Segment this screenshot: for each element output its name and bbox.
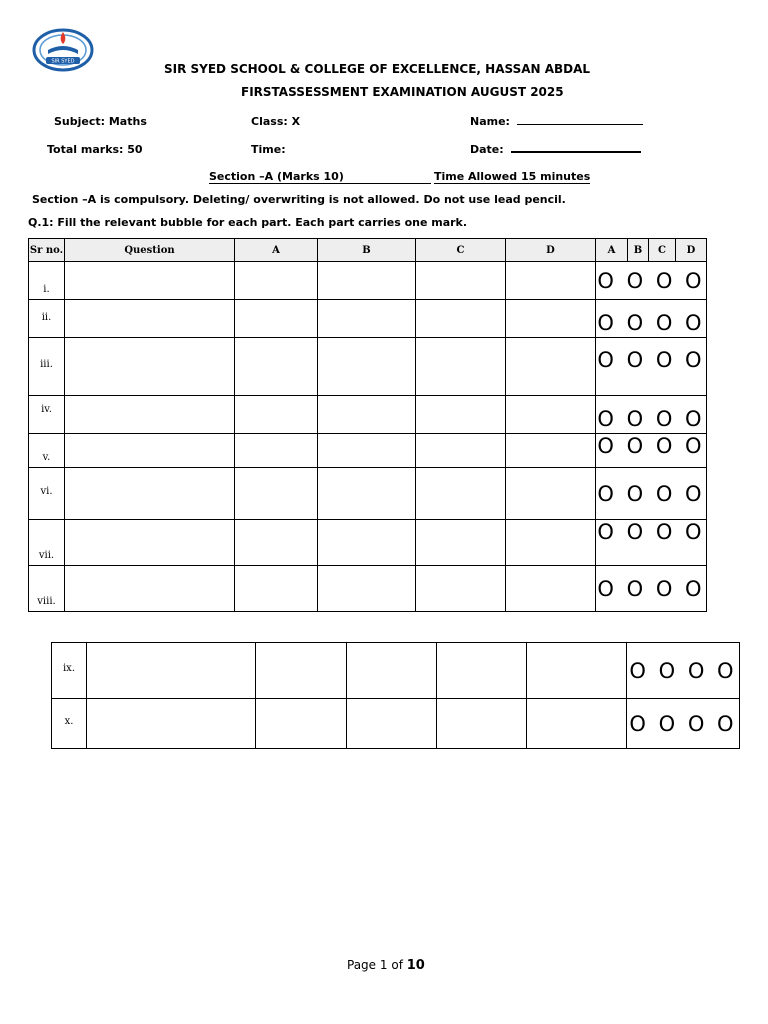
option-a-cell[interactable] (235, 396, 318, 434)
option-a-cell[interactable] (235, 262, 318, 300)
date-line (511, 151, 641, 153)
svg-text:SIR SYED: SIR SYED (51, 58, 75, 65)
page-number (347, 958, 425, 973)
page-current: 1 (379, 958, 388, 972)
option-c-cell[interactable] (416, 300, 506, 338)
answer-bubbles[interactable]: O O O O (596, 434, 707, 468)
row-number: x. (52, 699, 87, 749)
answer-bubbles[interactable]: O O O O (596, 262, 707, 300)
answer-bubbles[interactable]: O O O O (596, 520, 707, 566)
option-b-cell[interactable] (318, 434, 416, 468)
name-line (517, 124, 643, 125)
answer-table (28, 238, 707, 612)
option-b-cell[interactable] (318, 396, 416, 434)
time-allowed: Time Allowed 15 minutes (434, 170, 591, 183)
row-number: iii. (29, 338, 65, 396)
row-number: ix. (52, 643, 87, 699)
col-c: C (416, 239, 506, 262)
option-b-cell[interactable] (318, 520, 416, 566)
page-label: Page (347, 958, 377, 972)
option-d-cell[interactable] (506, 468, 596, 520)
option-d-cell[interactable] (506, 338, 596, 396)
question-cell[interactable] (65, 566, 235, 612)
option-b-cell[interactable] (318, 338, 416, 396)
option-d-cell[interactable] (506, 396, 596, 434)
question-cell[interactable] (65, 434, 235, 468)
section-title: Section –A (Marks 10) (209, 170, 431, 184)
option-b-cell[interactable] (318, 300, 416, 338)
option-d-cell[interactable] (506, 520, 596, 566)
option-a-cell[interactable] (235, 468, 318, 520)
table-row (29, 338, 707, 396)
question-cell[interactable] (87, 643, 256, 699)
option-d-cell[interactable] (527, 699, 627, 749)
question-cell[interactable] (65, 300, 235, 338)
question-cell[interactable] (65, 520, 235, 566)
table-row (29, 468, 707, 520)
answer-bubbles[interactable]: O O O O (596, 468, 707, 520)
option-d-cell[interactable] (506, 566, 596, 612)
option-c-cell[interactable] (416, 338, 506, 396)
question-cell[interactable] (65, 338, 235, 396)
bubble-col-c: C (649, 239, 676, 262)
option-a-cell[interactable] (235, 300, 318, 338)
option-a-cell[interactable] (256, 699, 347, 749)
answer-bubbles[interactable]: O O O O (596, 300, 707, 338)
option-d-cell[interactable] (506, 434, 596, 468)
subject-label: Subject: Maths (54, 115, 147, 128)
option-a-cell[interactable] (256, 643, 347, 699)
option-c-cell[interactable] (416, 468, 506, 520)
name-field[interactable] (470, 115, 643, 128)
school-logo (32, 28, 94, 72)
option-c-cell[interactable] (416, 434, 506, 468)
answer-table-continued (51, 642, 740, 749)
option-b-cell[interactable] (347, 699, 437, 749)
option-d-cell[interactable] (506, 262, 596, 300)
time-label: Time: (251, 143, 286, 156)
option-b-cell[interactable] (347, 643, 437, 699)
school-name: SIR SYED SCHOOL & COLLEGE OF EXCELLENCE, HASSAN ABDAL (164, 62, 591, 76)
question-cell[interactable] (65, 468, 235, 520)
page-of: of (391, 958, 403, 972)
date-label: Date: (470, 143, 504, 156)
total-marks-label: Total marks: 50 (47, 143, 143, 156)
section-instructions: Section –A is compulsory. Deleting/ overwriting is not allowed. Do not use lead pencil. (32, 193, 566, 206)
option-c-cell[interactable] (437, 699, 527, 749)
question-cell[interactable] (87, 699, 256, 749)
row-number: i. (29, 262, 65, 300)
answer-bubbles[interactable]: O O O O (596, 338, 707, 396)
q1-instruction: Q.1: Fill the relevant bubble for each part. Each part carries one mark. (28, 216, 468, 229)
col-d: D (506, 239, 596, 262)
page-total: 10 (406, 958, 425, 973)
table-header (29, 239, 707, 262)
option-c-cell[interactable] (416, 396, 506, 434)
option-b-cell[interactable] (318, 566, 416, 612)
table-row (29, 300, 707, 338)
col-question: Question (65, 239, 235, 262)
answer-bubbles[interactable]: O O O O (627, 643, 740, 699)
option-a-cell[interactable] (235, 566, 318, 612)
table-row (29, 566, 707, 612)
option-a-cell[interactable] (235, 338, 318, 396)
option-c-cell[interactable] (416, 520, 506, 566)
option-c-cell[interactable] (437, 643, 527, 699)
bubble-col-d: D (676, 239, 707, 262)
answer-bubbles[interactable]: O O O O (627, 699, 740, 749)
table-row (29, 520, 707, 566)
col-a: A (235, 239, 318, 262)
question-cell[interactable] (65, 262, 235, 300)
date-field[interactable] (470, 143, 641, 156)
table-row (29, 396, 707, 434)
row-number: ii. (29, 300, 65, 338)
name-label: Name: (470, 115, 510, 128)
table-row (29, 262, 707, 300)
answer-bubbles[interactable]: O O O O (596, 566, 707, 612)
bubble-col-b: B (628, 239, 649, 262)
row-number: viii. (29, 566, 65, 612)
option-b-cell[interactable] (318, 468, 416, 520)
answer-bubbles[interactable]: O O O O (596, 396, 707, 434)
col-sr: Sr no. (29, 239, 65, 262)
option-d-cell[interactable] (506, 300, 596, 338)
row-number: vii. (29, 520, 65, 566)
exam-title: FIRSTASSESSMENT EXAMINATION AUGUST 2025 (241, 85, 564, 99)
class-label: Class: X (251, 115, 301, 128)
row-number: vi. (29, 468, 65, 520)
option-a-cell[interactable] (235, 434, 318, 468)
table-row (52, 643, 740, 699)
option-d-cell[interactable] (527, 643, 627, 699)
bubble-col-a: A (596, 239, 628, 262)
option-c-cell[interactable] (416, 566, 506, 612)
option-b-cell[interactable] (318, 262, 416, 300)
option-c-cell[interactable] (416, 262, 506, 300)
row-number: v. (29, 434, 65, 468)
option-a-cell[interactable] (235, 520, 318, 566)
row-number: iv. (29, 396, 65, 434)
question-cell[interactable] (65, 396, 235, 434)
table-row (52, 699, 740, 749)
table-row (29, 434, 707, 468)
col-b: B (318, 239, 416, 262)
